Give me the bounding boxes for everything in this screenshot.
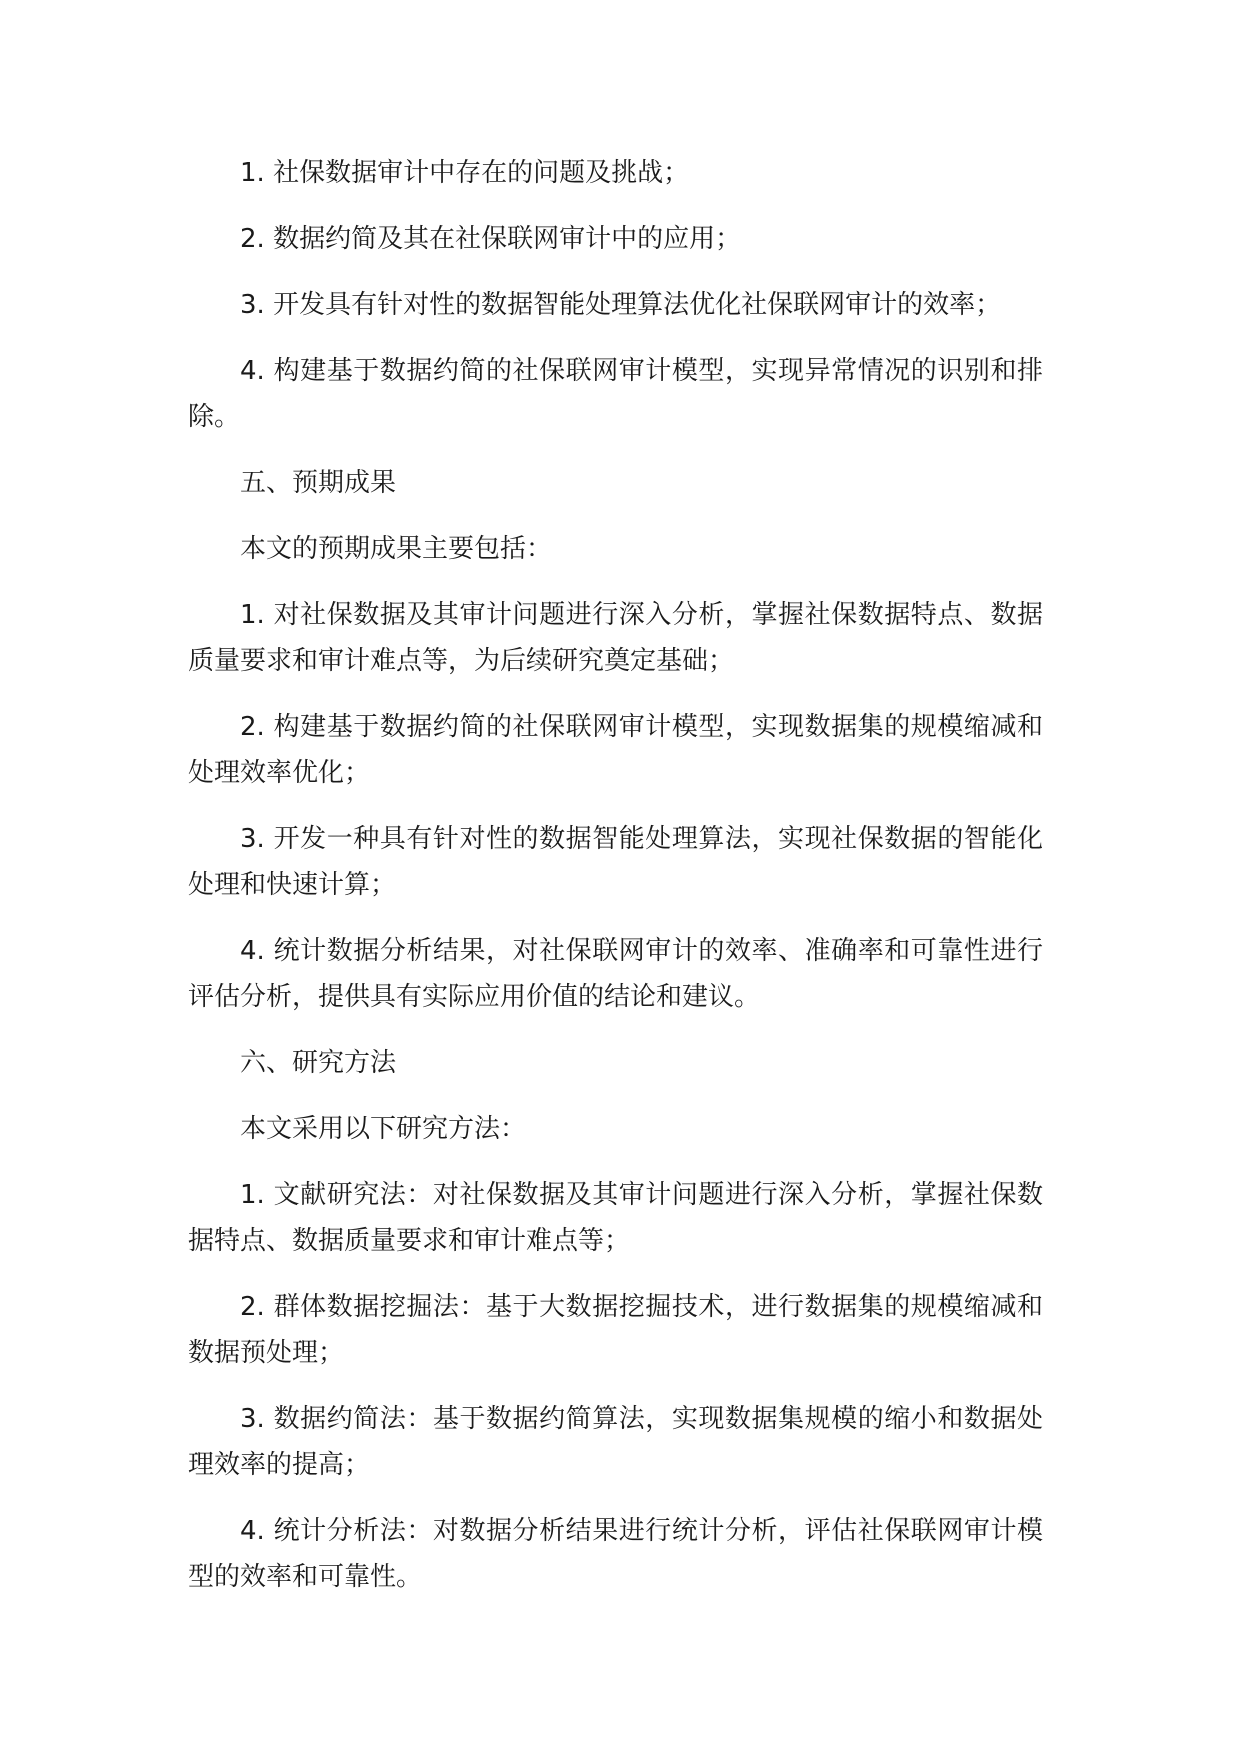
intro-paragraph: 本文的预期成果主要包括：: [240, 534, 553, 564]
list-item: 3. 数据约简法：基于数据约简算法，实现数据集规模的缩小和数据处理效率的提高；: [188, 1404, 1043, 1480]
list-item: 4. 构建基于数据约简的社保联网审计模型，实现异常情况的识别和排除。: [188, 356, 1043, 432]
list-item: 2. 数据约简及其在社保联网审计中的应用；: [240, 224, 742, 254]
list-item: 2. 构建基于数据约简的社保联网审计模型，实现数据集的规模缩减和处理效率优化；: [188, 712, 1043, 788]
section-heading-expected-results: 五、预期成果: [240, 468, 397, 498]
list-item: 3. 开发具有针对性的数据智能处理算法优化社保联网审计的效率；: [240, 290, 1002, 320]
list-item: 1. 文献研究法：对社保数据及其审计问题进行深入分析，掌握社保数据特点、数据质量要求和审计难点等；: [188, 1180, 1043, 1256]
list-item: 1. 社保数据审计中存在的问题及挑战；: [240, 158, 690, 188]
list-item: 3. 开发一种具有针对性的数据智能处理算法，实现社保数据的智能化处理和快速计算；: [188, 824, 1043, 900]
document-body: [188, 150, 1043, 1620]
list-item: 2. 群体数据挖掘法：基于大数据挖掘技术，进行数据集的规模缩减和数据预处理；: [188, 1292, 1043, 1368]
intro-paragraph: 本文采用以下研究方法：: [240, 1114, 527, 1144]
list-item: 4. 统计分析法：对数据分析结果进行统计分析，评估社保联网审计模型的效率和可靠性。: [188, 1516, 1043, 1592]
section-heading-research-methods: 六、研究方法: [240, 1048, 397, 1078]
list-item: 4. 统计数据分析结果，对社保联网审计的效率、准确率和可靠性进行评估分析，提供具有实际应用价值的结论和建议。: [188, 936, 1043, 1012]
list-item: 1. 对社保数据及其审计问题进行深入分析，掌握社保数据特点、数据质量要求和审计难点等，为后续研究奠定基础；: [188, 600, 1043, 676]
